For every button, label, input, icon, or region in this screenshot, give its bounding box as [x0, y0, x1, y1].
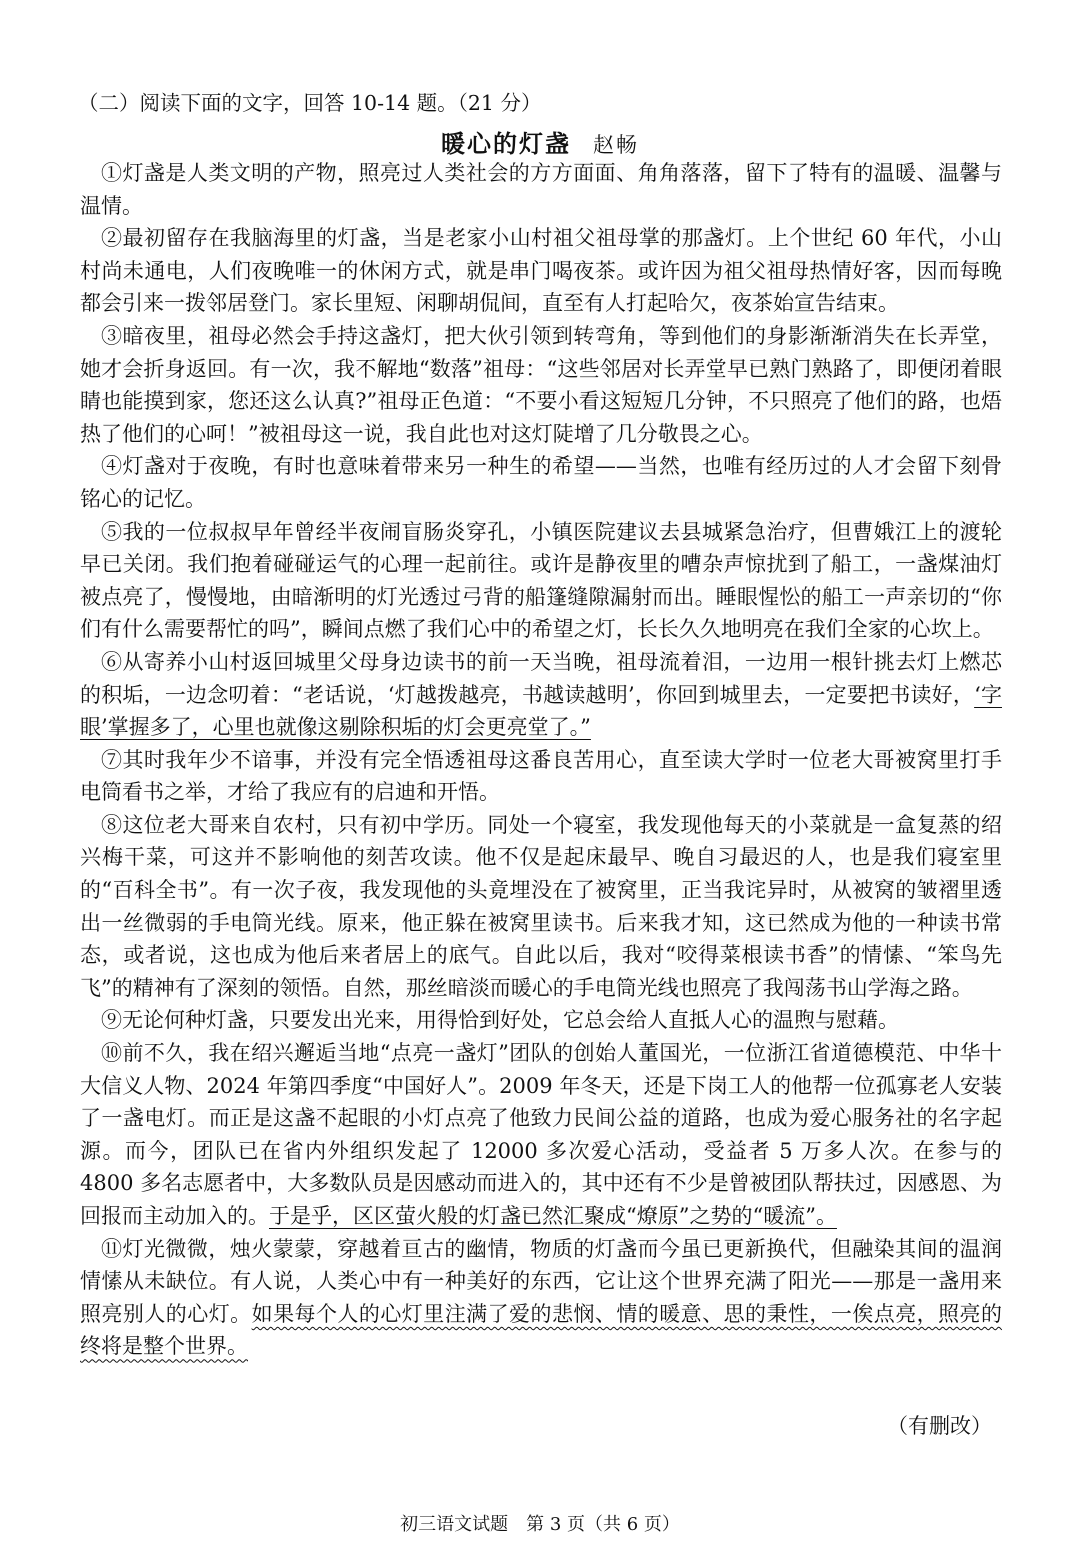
title-row [0, 124, 1080, 159]
paragraph-text: ⑤我的一位叔叔早年曾经半夜闹盲肠炎穿孔，小镇医院建议去县城紧急治疗，但曹娥江上的渡轮早已关闭。我们抱着碰碰运气的心理一起前往。或许是静夜里的嘈杂声惊扰到了船工，一盏煤油灯被点亮了，慢慢地，由暗渐明的灯光透过弓背的船篷缝隙漏射而出。睡眼惺忪的船工一声亲切的“你们有什么需要帮忙的吗”，瞬间点燃了我们心中的希望之灯，长长久久地明亮在我们全家的心坎上。 [80, 519, 1002, 642]
paragraph-7 [80, 744, 1002, 809]
paragraph-2 [80, 222, 1002, 320]
paragraph-5 [80, 516, 1002, 646]
paragraph-text: ③暗夜里，祖母必然会手持这盏灯，把大伙引领到转弯角，等到他们的身影渐渐消失在长弄堂，她才会折身返回。有一次，我不解地“数落”祖母：“这些邻居对长弄堂早已熟门熟路了，即便闭着眼睛也能摸到家，您还这么认真?”祖母正色道：“不要小看这短短几分钟，不只照亮了他们的路，也焐热了他们的心呵！”被祖母这一说，我自此也对这灯陡增了几分敬畏之心。 [80, 323, 1002, 446]
paragraph-text: ⑪灯光微微，烛火蒙蒙，穿越着亘古的幽情，物质的灯盏而今虽已更新换代，但融染其间的温润情愫从未缺位。有人说，人类心中有一种美好的东西，它让这个世界充满了阳光——那是一盏用来照亮别人的心灯。 [80, 1236, 1002, 1326]
paragraph-11 [80, 1233, 1002, 1363]
underlined-sentence: ‘字眼’掌握多了，心里也就像这剔除积垢的灯会更亮堂了。” [80, 682, 1002, 740]
paragraph-text: ④灯盏对于夜晚，有时也意味着带来另一种生的希望——当然，也唯有经历过的人才会留下刻骨铭心的记忆。 [80, 454, 1002, 511]
paragraph-text: ②最初留存在我脑海里的灯盏，当是老家小山村祖父祖母掌的那盏灯。上个世纪 60 年代，小山村尚未通电，人们夜晚唯一的休闲方式，就是串门喝夜茶。或许因为祖父祖母热情好客，因而每晚都会引来一拨邻居登门。家长里短、闲聊胡侃间，直至有人打起哈欠，夜茶始宣告结束。 [80, 226, 1002, 316]
source-note: （有删改） [887, 1414, 992, 1438]
paragraph-9 [80, 1004, 1002, 1037]
paragraph-4 [80, 450, 1002, 515]
paragraph-1 [80, 157, 1002, 222]
section-heading: （二）阅读下面的文字，回答 10-14 题。（21 分） [78, 91, 542, 115]
paragraph-text: ⑥从寄养小山村返回城里父母身边读书的前一天当晚，祖母流着泪，一边用一根针挑去灯上燃芯的积垢，一边念叨着：“老话说，‘灯越拨越亮，书越读越明’，你回到城里去，一定要把书读好， [80, 649, 1002, 707]
paragraph-8 [80, 809, 1002, 1005]
paragraph-text: ⑨无论何种灯盏，只要发出光来，用得恰到好处，它总会给人直抵人心的温煦与慰藉。 [101, 1008, 899, 1033]
page-footer: 初三语文试题 第 3 页（共 6 页） [400, 1514, 680, 1535]
paragraph-3 [80, 320, 1002, 450]
paragraph-text: ⑧这位老大哥来自农村，只有初中学历。同处一个寝室，我发现他每天的小菜就是一盒复蒸的绍兴梅干菜，可这并不影响他的刻苦攻读。他不仅是起床最早、晚自习最迟的人，也是我们寝室里的“百科全书”。有一次子夜，我发现他的头竟埋没在了被窝里，正当我诧异时，从被窝的皱褶里透出一丝微弱的手电筒光线。原来，他正躲在被窝里读书。后来我才知，这已然成为他的一种读书常态，或者说，这也成为他后来者居上的底气。自此以后，我对“咬得菜根读书香”的情愫、“笨鸟先飞”的精神有了深刻的领悟。自然，那丝暗淡而暖心的手电筒光线也照亮了我闯荡书山学海之路。 [80, 812, 1002, 1000]
paragraph-text: ⑩前不久，我在绍兴邂逅当地“点亮一盏灯”团队的创始人董国光，一位浙江省道德模范、中华十大信义人物、2024 年第四季度“中国好人”。2009 年冬天，还是下岗工人的他帮一位孤寡老人安装了一盏电灯。而正是这盏不起眼的小灯点亮了他致力民间公益的道路，也成为爱心服务社的名字起源。而今，团队已在省内外组织发起了 12000 多次爱心活动，受益者 5 万多人次。在参与的 4800 多名志愿者中，大多数队员是因感动而进入的，其中还有不少是曾被团队帮扶过，因感恩、为回报而主动加入的。 [80, 1041, 1002, 1228]
paragraph-text: ①灯盏是人类文明的产物，照亮过人类社会的方方面面、角角落落，留下了特有的温暖、温馨与温情。 [80, 161, 1002, 218]
article-author: 赵畅 [593, 133, 639, 157]
article-body [80, 157, 1002, 1363]
underlined-sentence: 于是乎，区区萤火般的灯盏已然汇聚成“燎原”之势的“暖流”。 [269, 1204, 837, 1228]
paragraph-10 [80, 1037, 1002, 1233]
wavy-underlined-sentence: 如果每个人的心灯里注满了爱的悲悯、情的暖意、思的秉性，一俟点亮，照亮的终将是整个世界。 [80, 1301, 1003, 1359]
article-title: 暖心的灯盏 [441, 130, 571, 158]
paragraph-6 [80, 646, 1002, 744]
paragraph-text: ⑦其时我年少不谙事，并没有完全悟透祖母这番良苦用心，直至读大学时一位老大哥被窝里打手电筒看书之举，才给了我应有的启迪和开悟。 [80, 747, 1002, 805]
